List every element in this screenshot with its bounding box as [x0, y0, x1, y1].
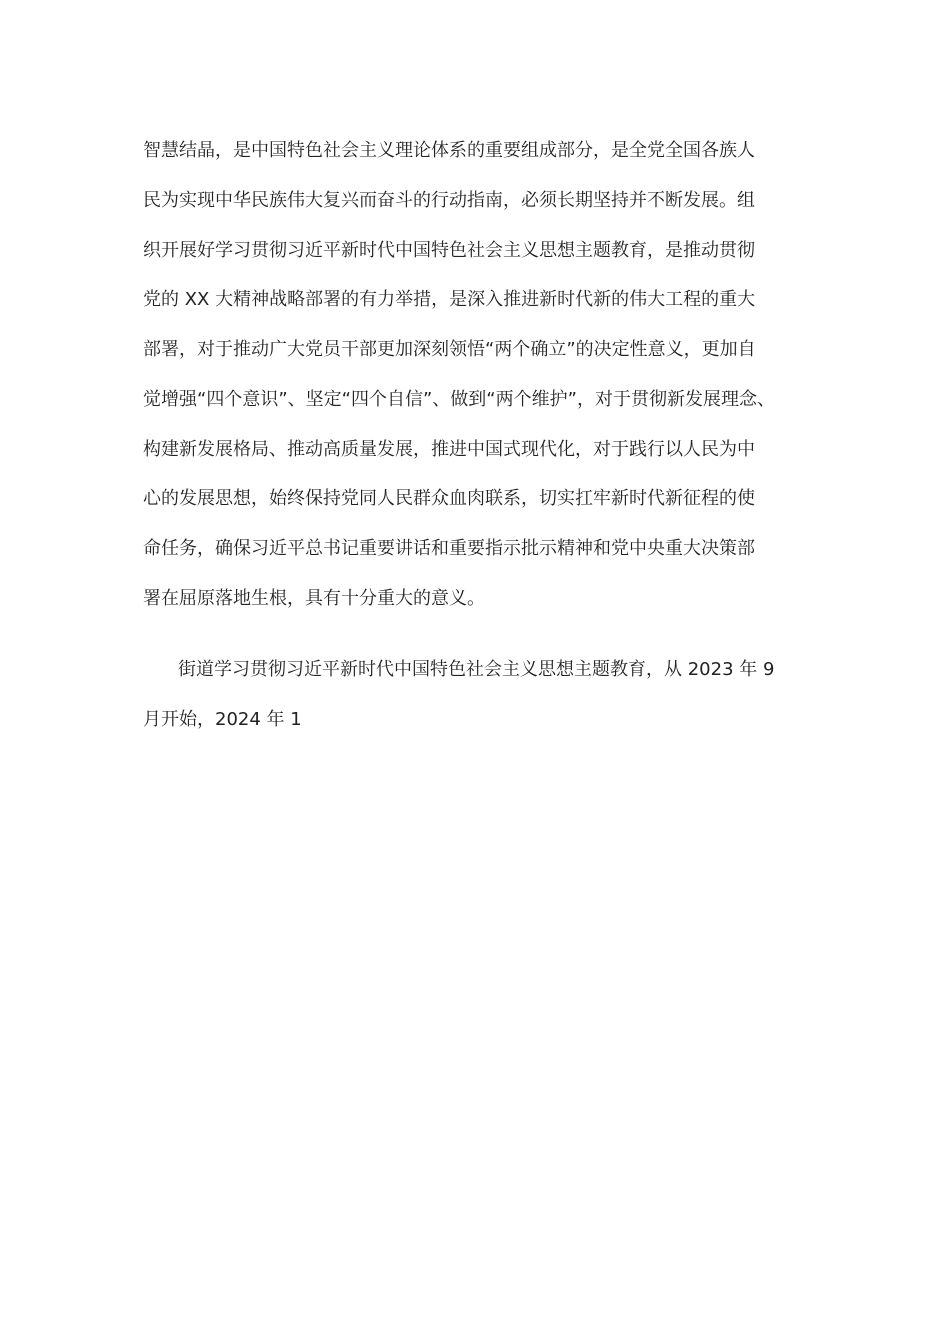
paragraph-line: 部署，对于推动广大党员干部更加深刻领悟“两个确立”的决定性意义，更加自: [143, 339, 756, 360]
paragraph-line: 月开始，2024 年 1: [143, 709, 302, 730]
paragraph-line: 织开展好学习贯彻习近平新时代中国特色社会主义思想主题教育，是推动贯彻: [143, 240, 755, 261]
paragraph-line: 觉增强“四个意识”、坚定“四个自信”、做到“两个维护”，对于贯彻新发展理念、: [143, 389, 775, 410]
paragraph-line: 智慧结晶，是中国特色社会主义理论体系的重要组成部分，是全党全国各族人: [143, 140, 755, 161]
paragraph-line: 民为实现中华民族伟大复兴而奋斗的行动指南，必须长期坚持并不断发展。组: [143, 190, 755, 211]
paragraph-line: 命任务，确保习近平总书记重要讲话和重要指示批示精神和党中央重大决策部: [143, 538, 755, 559]
paragraph-line: 署在屈原落地生根，具有十分重大的意义。: [143, 588, 485, 609]
paragraph-line: 心的发展思想，始终保持党同人民群众血肉联系，切实扛牢新时代新征程的使: [143, 488, 755, 509]
paragraph-line: 党的 XX 大精神战略部署的有力举措，是深入推进新时代新的伟大工程的重大: [143, 289, 756, 310]
paragraph-line: 构建新发展格局、推动高质量发展，推进中国式现代化，对于践行以人民为中: [143, 439, 755, 460]
paragraph-line: 街道学习贯彻习近平新时代中国特色社会主义思想主题教育，从 2023 年 9: [178, 659, 775, 680]
